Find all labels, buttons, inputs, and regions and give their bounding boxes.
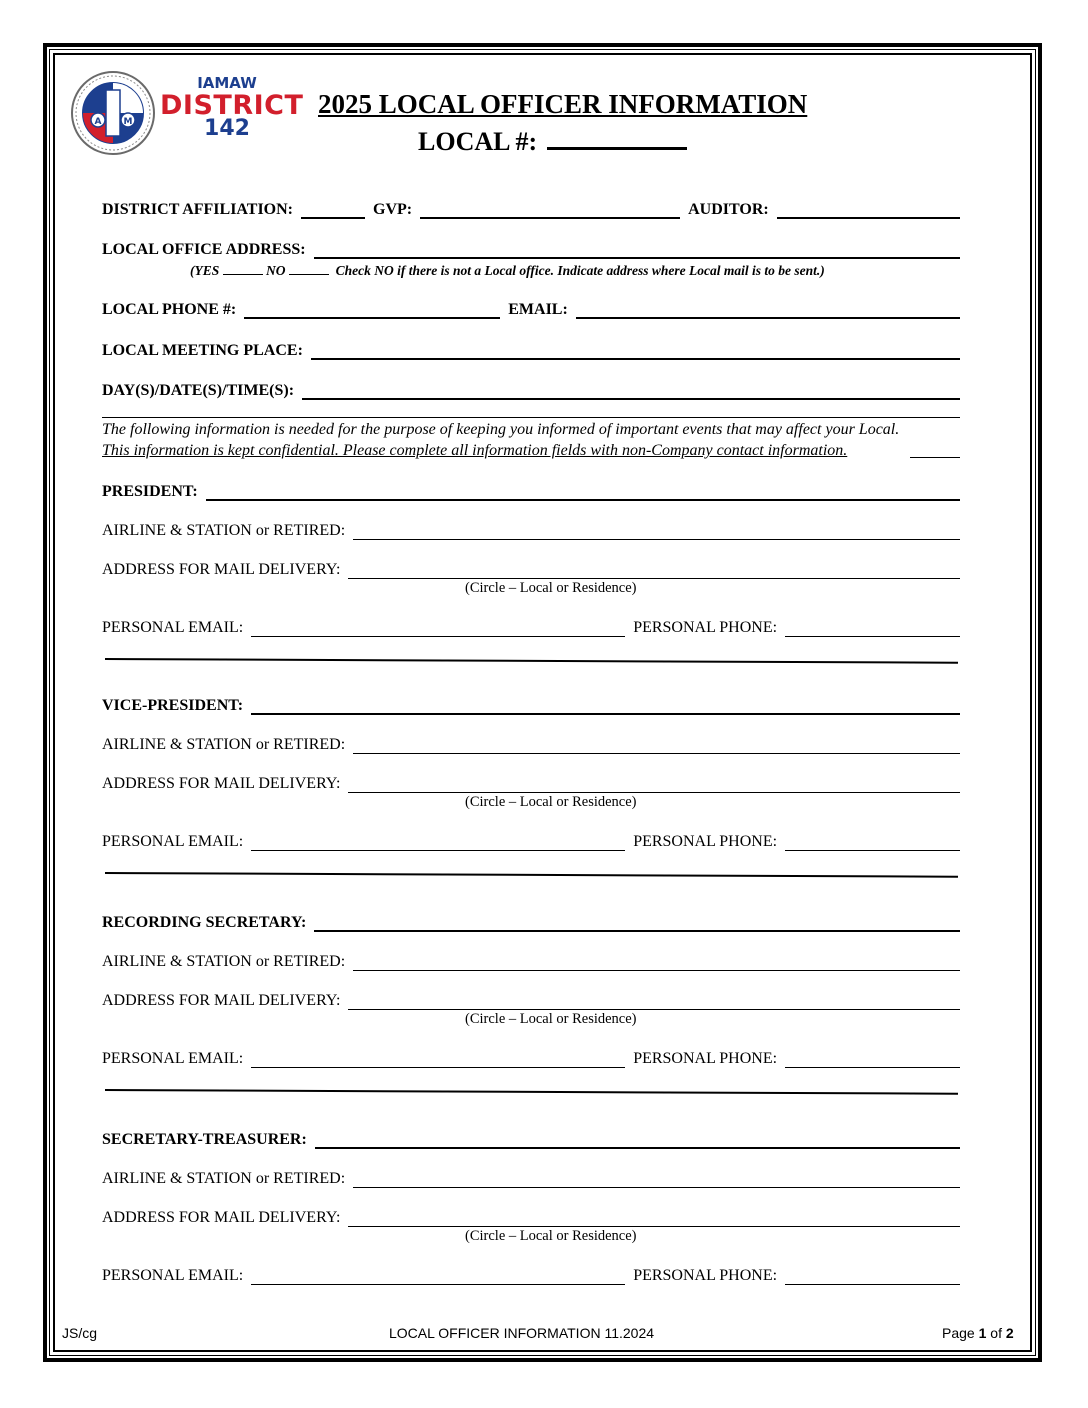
personal-phone-field[interactable] [785, 620, 960, 637]
note-no-field[interactable] [289, 262, 329, 275]
local-phone-label: LOCAL PHONE #: [102, 301, 237, 318]
airline-station-field[interactable] [353, 523, 960, 540]
iam-union-seal [68, 70, 158, 156]
confidential-notice-line2: This information is kept confidential. Please complete all information fields with non-Company contact information. [102, 442, 848, 459]
circle-local-residence-note: (Circle – Local or Residence) [465, 580, 637, 596]
mail-address-field[interactable] [348, 776, 960, 793]
airline-station-label: AIRLINE & STATION or RETIRED: [102, 1170, 346, 1187]
footer-initials: JS/cg [62, 1325, 98, 1341]
officer-name-field[interactable] [206, 483, 960, 501]
officer-title-label: RECORDING SECRETARY: [102, 914, 307, 931]
personal-phone-label: PERSONAL PHONE: [633, 833, 778, 850]
officer-address-row [102, 992, 960, 1010]
day-date-time-label: DAY(S)/DATE(S)/TIME(S): [102, 382, 295, 399]
mail-address-label: ADDRESS FOR MAIL DELIVERY: [102, 775, 341, 792]
local-phone-field[interactable] [244, 301, 500, 319]
officer-airline-row [102, 1170, 960, 1188]
officer-title-row [102, 697, 960, 715]
mail-address-field[interactable] [348, 993, 960, 1010]
officer-title-row [102, 914, 960, 932]
officer-title-label: PRESIDENT: [102, 483, 198, 500]
personal-email-field[interactable] [251, 834, 625, 851]
footer-page-word: Page [942, 1325, 975, 1341]
officer-airline-row [102, 953, 960, 971]
mail-address-field[interactable] [348, 562, 960, 579]
note-text: Check NO if there is not a Local office. Indicate address where Local mail is to be sent.) [335, 263, 825, 278]
personal-phone-field[interactable] [785, 1051, 960, 1068]
meeting-place-label: LOCAL MEETING PLACE: [102, 342, 303, 359]
airline-station-label: AIRLINE & STATION or RETIRED: [102, 736, 346, 753]
circle-local-residence-note: (Circle – Local or Residence) [465, 1228, 637, 1244]
personal-email-field[interactable] [251, 620, 625, 637]
mail-address-label: ADDRESS FOR MAIL DELIVERY: [102, 992, 341, 1009]
officer-title-row [102, 483, 960, 501]
personal-email-label: PERSONAL EMAIL: [102, 1267, 244, 1284]
district-affiliation-label: DISTRICT AFFILIATION: [102, 201, 294, 218]
local-email-field[interactable] [576, 301, 960, 319]
officer-airline-row [102, 522, 960, 540]
note-no-label: NO [266, 263, 286, 278]
mail-address-label: ADDRESS FOR MAIL DELIVERY: [102, 1209, 341, 1226]
circle-local-residence-note: (Circle – Local or Residence) [465, 1011, 637, 1027]
personal-email-label: PERSONAL EMAIL: [102, 1050, 244, 1067]
meeting-place-row [102, 342, 960, 360]
local-number-field[interactable] [547, 123, 687, 150]
confidential-notice-line1: The following information is needed for the purpose of keeping you informed of important events that may affect your Local. [102, 421, 900, 438]
section-divider [102, 417, 960, 418]
iamaw-district-142-logo [68, 70, 304, 156]
district-row [102, 201, 960, 219]
auditor-label: AUDITOR: [688, 201, 769, 218]
local-office-row [102, 241, 960, 259]
officer-title-label: SECRETARY-TREASURER: [102, 1131, 307, 1148]
local-office-address-field[interactable] [314, 241, 960, 259]
footer-page-total: 2 [1005, 1325, 1014, 1341]
officer-name-field[interactable] [251, 697, 960, 715]
officer-address-row [102, 775, 960, 793]
logo-district-number: 142 [204, 116, 250, 141]
gvp-label: GVP: [373, 201, 413, 218]
day-date-time-field[interactable] [302, 382, 960, 400]
mail-address-field[interactable] [348, 1210, 960, 1227]
airline-station-field[interactable] [353, 1171, 960, 1188]
officer-contact-row [102, 1050, 960, 1068]
note-yes-label: (YES [190, 263, 220, 278]
note-yes-field[interactable] [223, 262, 263, 275]
personal-phone-field[interactable] [785, 1268, 960, 1285]
personal-phone-label: PERSONAL PHONE: [633, 1050, 778, 1067]
personal-phone-label: PERSONAL PHONE: [633, 1267, 778, 1284]
local-number-label: LOCAL #: [418, 127, 538, 156]
svg-text:M: M [123, 117, 133, 127]
svg-text:A: A [94, 117, 102, 127]
footer-of-word: of [990, 1325, 1002, 1341]
logo-wordmark [160, 74, 304, 141]
mail-address-label: ADDRESS FOR MAIL DELIVERY: [102, 561, 341, 578]
district-affiliation-field[interactable] [301, 201, 365, 219]
airline-station-label: AIRLINE & STATION or RETIRED: [102, 522, 346, 539]
logo-district: DISTRICT [160, 90, 304, 121]
personal-email-field[interactable] [251, 1051, 625, 1068]
local-office-note [190, 262, 825, 279]
day-date-time-row [102, 382, 960, 400]
logo-iamaw: IAMAW [197, 74, 257, 92]
personal-phone-field[interactable] [785, 834, 960, 851]
auditor-field[interactable] [777, 201, 960, 219]
circle-local-residence-note: (Circle – Local or Residence) [465, 794, 637, 810]
footer-doc-name: LOCAL OFFICER INFORMATION 11.2024 [389, 1325, 655, 1341]
officer-airline-row [102, 736, 960, 754]
footer-page-current: 1 [978, 1325, 987, 1341]
personal-phone-label: PERSONAL PHONE: [633, 619, 778, 636]
local-office-address-label: LOCAL OFFICE ADDRESS: [102, 241, 306, 258]
local-email-label: EMAIL: [508, 301, 568, 318]
airline-station-field[interactable] [353, 737, 960, 754]
officer-address-row [102, 1209, 960, 1227]
officer-contact-row [102, 1267, 960, 1285]
officer-contact-row [102, 833, 960, 851]
officer-title-row [102, 1131, 960, 1149]
confidential-underline-tail [910, 457, 960, 458]
personal-email-field[interactable] [251, 1268, 625, 1285]
officer-address-row [102, 561, 960, 579]
officer-contact-row [102, 619, 960, 637]
meeting-place-field[interactable] [311, 342, 960, 360]
personal-email-label: PERSONAL EMAIL: [102, 833, 244, 850]
form-title: 2025 LOCAL OFFICER INFORMATION [318, 89, 808, 119]
local-phone-row [102, 301, 960, 319]
officer-name-field[interactable] [315, 1131, 960, 1149]
airline-station-label: AIRLINE & STATION or RETIRED: [102, 953, 346, 970]
footer-page-number [942, 1325, 1014, 1341]
personal-email-label: PERSONAL EMAIL: [102, 619, 244, 636]
gvp-field[interactable] [420, 201, 680, 219]
local-number-row [418, 123, 687, 157]
officer-name-field[interactable] [314, 914, 960, 932]
airline-station-field[interactable] [353, 954, 960, 971]
officer-title-label: VICE-PRESIDENT: [102, 697, 244, 714]
